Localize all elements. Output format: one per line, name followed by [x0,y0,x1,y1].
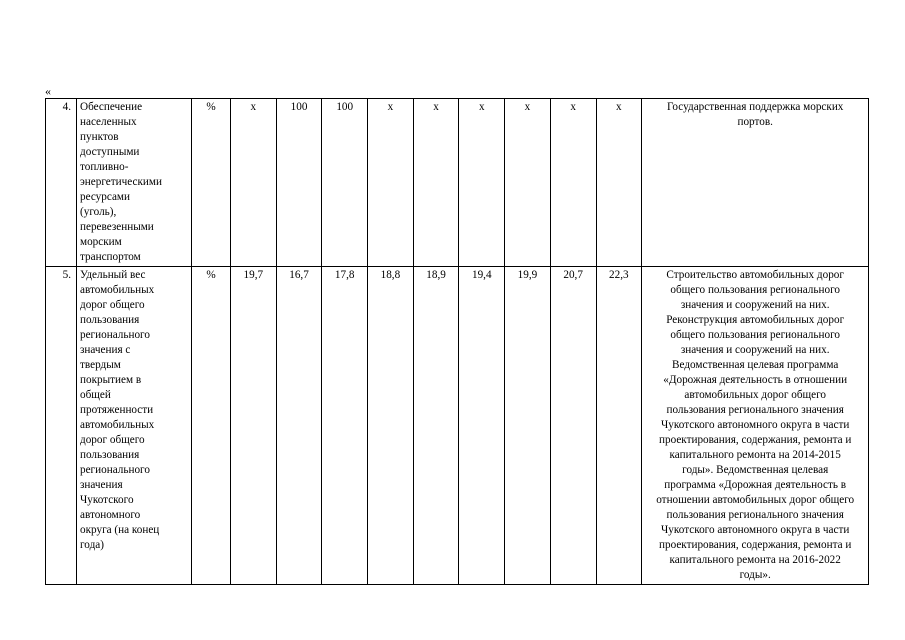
row-number: 4. [46,99,77,267]
table-row [46,267,869,585]
value-cell: 22,3 [596,267,642,585]
value-cell: 19,7 [231,267,277,585]
value-cell: х [550,99,596,267]
open-quote-mark: « [45,84,51,98]
indicator-name: Обеспечение населенных пунктов доступными топливно- энергетическими ресурсами (уголь), перевезенными морским транспортом [77,99,192,267]
program-cell: Строительство автомобильных дорог общего пользования регионального значения и сооружений на них. Реконструкция автомобильных дорог общего пользования регионального значения и сооружений на них. Ведомственная целевая программа «Дорожная деятельность в отношении автомобильных дорог общего пользования регионального значения Чукотского автономного округа в части проектирования, содержания, ремонта и капитального ремонта на 2014-2015 годы». Ведомственная целевая программа «Дорожная деятельность в отношении автомобильных дорог общего пользования регионального значения Чукотского автономного округа в части проектирования, содержания, ремонта и капитального ремонта на 2016-2022 годы». [642,267,869,585]
unit-cell: % [192,99,231,267]
unit-cell: % [192,267,231,585]
table-row [46,99,869,267]
value-cell: х [505,99,551,267]
value-cell: х [459,99,505,267]
value-cell: 100 [276,99,322,267]
value-cell: 19,9 [505,267,551,585]
value-cell: 20,7 [550,267,596,585]
value-cell: х [413,99,459,267]
value-cell: х [596,99,642,267]
row-number: 5. [46,267,77,585]
program-cell: Государственная поддержка морских портов. [642,99,869,267]
value-cell: 18,9 [413,267,459,585]
value-cell: 19,4 [459,267,505,585]
indicator-name: Удельный вес автомобильных дорог общего пользования регионального значения с твердым покрытием в общей протяженности автомобильных дорог общего пользования регионального значения Чукотского автономного округа (на конец года) [77,267,192,585]
value-cell: 17,8 [322,267,368,585]
value-cell: х [231,99,277,267]
indicators-table [45,98,869,585]
value-cell: х [368,99,414,267]
value-cell: 18,8 [368,267,414,585]
value-cell: 16,7 [276,267,322,585]
value-cell: 100 [322,99,368,267]
